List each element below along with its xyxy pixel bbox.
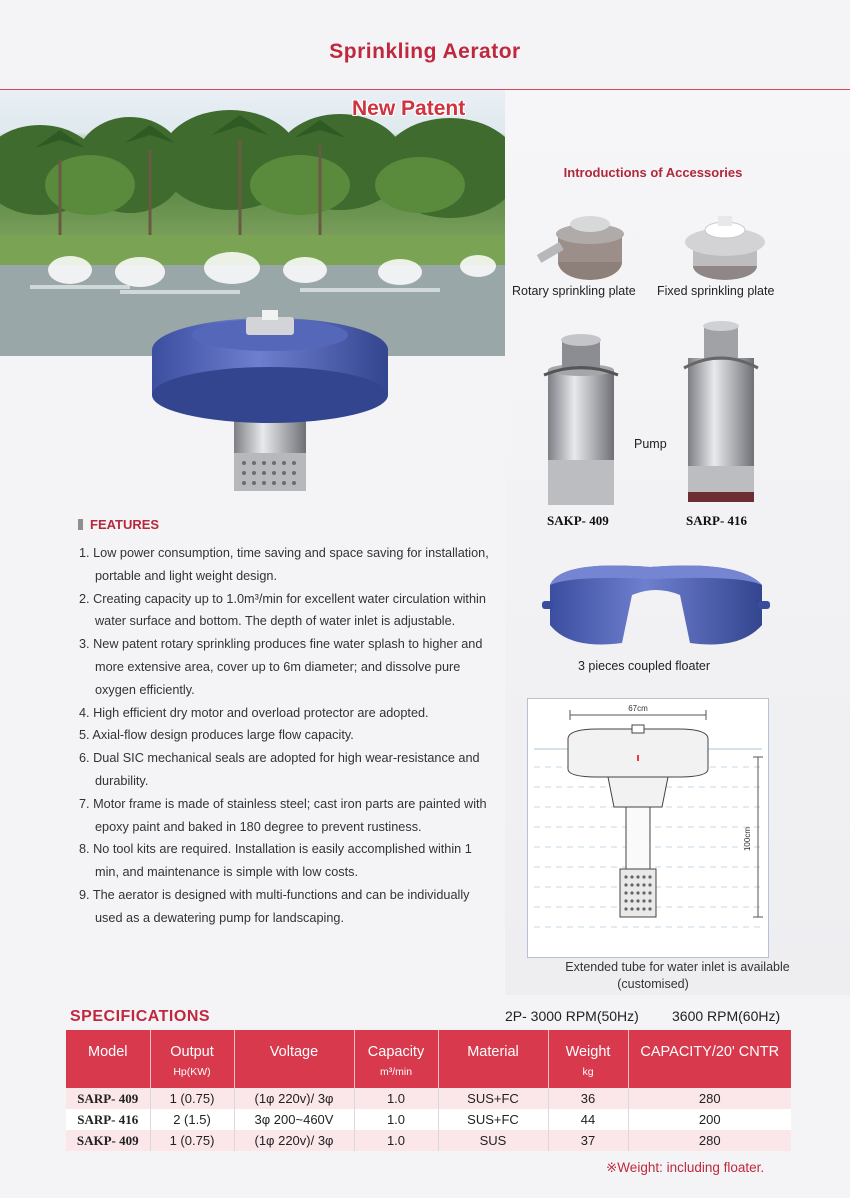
- features-list: [79, 542, 489, 930]
- floater-caption: 3 pieces coupled floater: [578, 659, 711, 673]
- feature-item: 6. Dual SIC mechanical seals are adopted for high wear-resistance and durability.: [79, 751, 480, 788]
- fixed-plate-caption: Fixed sprinkling plate: [657, 284, 775, 298]
- rotary-plate-caption: Rotary sprinkling plate: [512, 284, 636, 298]
- rotary-sprinkling-plate-image: [535, 212, 635, 284]
- sarp-416-label: SARP- 416: [686, 513, 748, 528]
- column-header: Model: [66, 1030, 150, 1088]
- extended-tube-caption: Extended tube for water inlet is available: [565, 960, 790, 974]
- feature-item: 1. Low power consumption, time saving and space saving for installation, portable and light weight design.: [79, 546, 489, 583]
- heading-marker: [78, 519, 83, 530]
- fixed-sprinkling-plate-image: [680, 212, 770, 284]
- feature-item: 2. Creating capacity up to 1.0m³/min for excellent water circulation within water surface and bottom. The depth of water inlet is adjustable.: [79, 591, 486, 629]
- pump-label: Pump: [634, 437, 667, 451]
- column-header: Voltage: [234, 1030, 354, 1088]
- feature-item: 9. The aerator is designed with multi-functions and can be individually used as a dewatering pump for landscaping.: [79, 887, 470, 925]
- column-header: Output Hp(KW): [150, 1030, 234, 1088]
- column-header: CAPACITY/20' CNTR: [628, 1030, 791, 1088]
- table-row: SAKP- 409 1 (0.75) (1φ 220v)/ 3φ 1.0 SUS 37 280: [66, 1130, 791, 1151]
- coupled-floater-image: [540, 555, 772, 655]
- accessories-title: Introductions of Accessories: [563, 165, 743, 180]
- rpm-60hz: 3600 RPM(60Hz): [672, 1008, 781, 1024]
- table-row: SARP- 416 2 (1.5) 3φ 200~460V 1.0 SUS+FC 44 200: [66, 1109, 791, 1130]
- new-patent-badge: New Patent: [352, 97, 466, 120]
- customised-caption: (customised): [617, 977, 689, 991]
- water-inlet-diagram: [528, 699, 768, 957]
- specifications-table: [66, 1030, 791, 1151]
- weight-note: ※Weight: including floater.: [606, 1160, 765, 1175]
- column-header: Material: [438, 1030, 548, 1088]
- feature-item: 4. High efficient dry motor and overload protector are adopted.: [79, 705, 429, 720]
- column-header: Weight kg: [548, 1030, 628, 1088]
- dimension-diagram: [527, 698, 769, 958]
- page-title: Sprinkling Aerator: [329, 40, 521, 63]
- specifications-heading: SPECIFICATIONS: [70, 1008, 211, 1025]
- sakp-409-label: SAKP- 409: [547, 513, 609, 528]
- sakp-409-pump-image: [540, 330, 622, 510]
- table-header-row: [66, 1030, 791, 1088]
- rpm-50hz: 2P- 3000 RPM(50Hz): [505, 1008, 639, 1024]
- feature-item: 7. Motor frame is made of stainless steel; cast iron parts are painted with epoxy paint and baked in 180 degree to prevent rustiness.: [79, 796, 487, 834]
- height-dimension-label: 100cm: [743, 826, 752, 852]
- feature-item: 5. Axial-flow design produces large flow capacity.: [79, 728, 354, 743]
- feature-item: 3. New patent rotary sprinkling produces fine water splash to higher and more extensive area, cover up to 6m diameter; and dissolve pure oxygen efficiently.: [79, 637, 483, 697]
- features-heading: FEATURES: [78, 517, 159, 532]
- column-header: Capacity m³/min: [354, 1030, 438, 1088]
- sarp-416-pump-image: [680, 318, 762, 508]
- feature-item: 8. No tool kits are required. Installation is easily accomplished within 1 min, and maintenance is simple with low costs.: [79, 842, 472, 880]
- width-dimension-label: 67cm: [628, 704, 648, 713]
- table-row: SARP- 409 1 (0.75) (1φ 220v)/ 3φ 1.0 SUS+FC 36 280: [66, 1088, 791, 1109]
- sprinkling-aerator-image: [150, 305, 390, 495]
